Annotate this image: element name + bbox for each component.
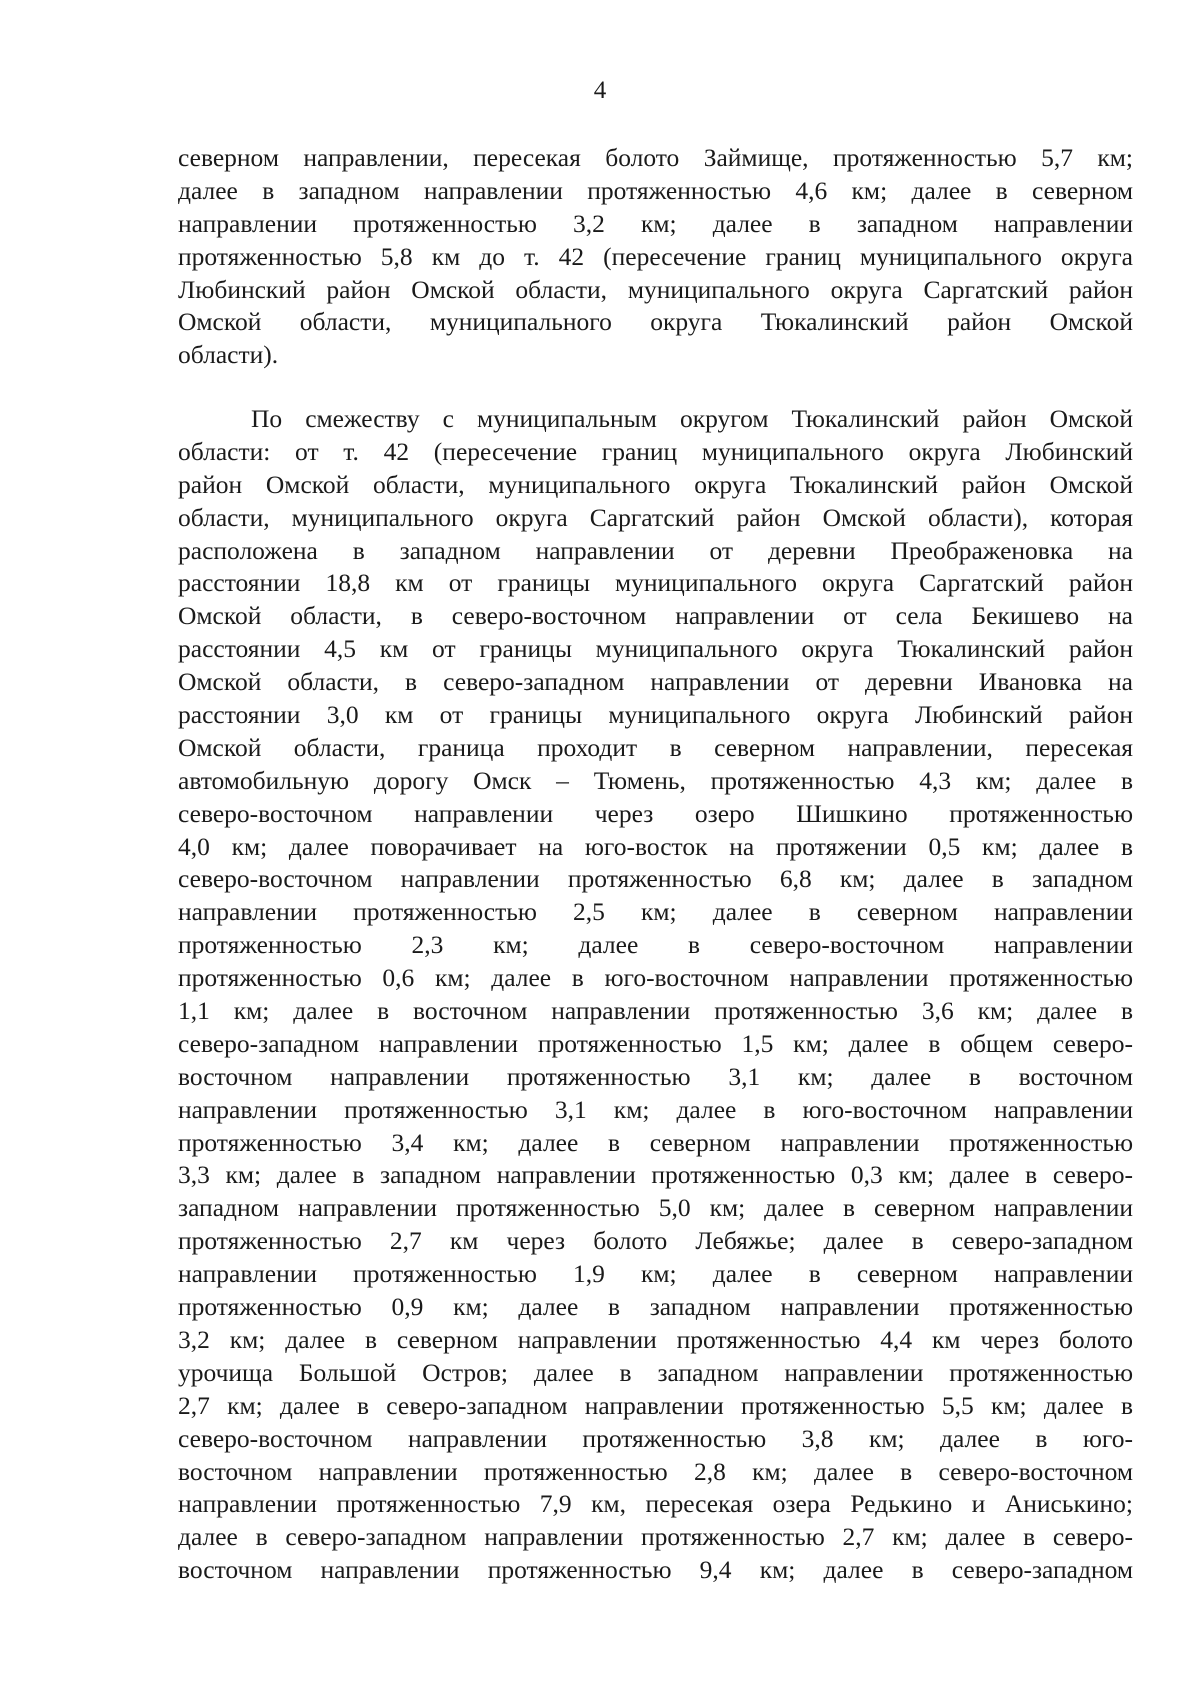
text-line: области, муниципального округа Саргатский район Омской области), которая [178, 502, 1133, 532]
text-line: автомобильную дорогу Омск – Тюмень, протяженностью 4,3 км; далее в [178, 765, 1133, 795]
text-line: северо-восточном направлении протяженностью 3,8 км; далее в юго- [178, 1423, 1133, 1453]
text-line: далее в западном направлении протяженностью 4,6 км; далее в северном [178, 175, 1133, 205]
text-line: восточном направлении протяженностью 9,4 км; далее в северо-западном [178, 1555, 1133, 1585]
text-line: расстоянии 4,5 км от границы муниципального округа Тюкалинский район [178, 634, 1133, 664]
text-line: северном направлении, пересекая болото Займище, протяженностью 5,7 км; [178, 143, 1133, 172]
text-line: северо-западном направлении протяженностью 1,5 км; далее в общем северо- [178, 1028, 1133, 1058]
text-line: 3,3 км; далее в западном направлении протяженностью 0,3 км; далее в северо- [178, 1160, 1133, 1190]
paragraph-continuation [178, 142, 1133, 372]
text-line: северо-восточном направлении протяженностью 6,8 км; далее в западном [178, 864, 1133, 894]
text-line: расположена в западном направлении от деревни Преображеновка на [178, 535, 1133, 565]
text-line: По смежеству с муниципальным округом Тюкалинский район Омской [251, 404, 1133, 433]
text-line: направлении протяженностью 7,9 км, пересекая озера Редькино и Аниськино; [178, 1489, 1133, 1519]
text-line: район Омской области, муниципального округа Тюкалинский район Омской [178, 469, 1133, 499]
text-line: Омской области, в северо-восточном направлении от села Бекишево на [178, 601, 1133, 631]
text-line: 4,0 км; далее поворачивает на юго-восток на протяжении 0,5 км; далее в [178, 831, 1133, 861]
text-line: направлении протяженностью 1,9 км; далее в северном направлении [178, 1259, 1133, 1289]
text-line: далее в северо-западном направлении протяженностью 2,7 км; далее в северо- [178, 1522, 1133, 1552]
page-number: 4 [593, 77, 607, 104]
text-line: протяженностью 0,6 км; далее в юго-восточном направлении протяженностью [178, 963, 1133, 993]
text-line: направлении протяженностью 2,5 км; далее в северном направлении [178, 897, 1133, 927]
text-line: Омской области, муниципального округа Тюкалинский район Омской [178, 307, 1133, 337]
text-line: западном направлении протяженностью 5,0 км; далее в северном направлении [178, 1193, 1133, 1223]
text-line: Омской области, в северо-западном направлении от деревни Ивановка на [178, 667, 1133, 697]
text-line: Омской области, граница проходит в северном направлении, пересекая [178, 732, 1133, 762]
paragraph-boundary-tyukalinsky [178, 403, 1133, 1587]
text-line: восточном направлении протяженностью 2,8 км; далее в северо-восточном [178, 1456, 1133, 1486]
text-line: области). [178, 340, 279, 370]
text-line: 3,2 км; далее в северном направлении протяженностью 4,4 км через болото [178, 1324, 1133, 1354]
text-line: области: от т. 42 (пересечение границ муниципального округа Любинский [178, 436, 1133, 466]
text-line: протяженностью 0,9 км; далее в западном направлении протяженностью [178, 1292, 1133, 1322]
text-line: 1,1 км; далее в восточном направлении протяженностью 3,6 км; далее в [178, 996, 1133, 1026]
text-line: направлении протяженностью 3,1 км; далее в юго-восточном направлении [178, 1094, 1133, 1124]
text-line: направлении протяженностью 3,2 км; далее в западном направлении [178, 208, 1133, 238]
text-line: урочища Большой Остров; далее в западном направлении протяженностью [178, 1357, 1133, 1387]
text-line: северо-восточном направлении через озеро Шишкино протяженностью [178, 798, 1133, 828]
text-line: расстоянии 18,8 км от границы муниципального округа Саргатский район [178, 568, 1133, 598]
text-line: протяженностью 2,3 км; далее в северо-восточном направлении [178, 930, 1133, 960]
text-line: 2,7 км; далее в северо-западном направлении протяженностью 5,5 км; далее в [178, 1390, 1133, 1420]
text-line: протяженностью 5,8 км до т. 42 (пересечение границ муниципального округа [178, 241, 1133, 271]
text-line: расстоянии 3,0 км от границы муниципального округа Любинский район [178, 700, 1133, 730]
text-line: протяженностью 3,4 км; далее в северном направлении протяженностью [178, 1127, 1133, 1157]
text-line: восточном направлении протяженностью 3,1 км; далее в восточном [178, 1061, 1133, 1091]
text-line: протяженностью 2,7 км через болото Лебяжье; далее в северо-западном [178, 1226, 1133, 1256]
text-line: Любинский район Омской области, муниципального округа Саргатский район [178, 274, 1133, 304]
